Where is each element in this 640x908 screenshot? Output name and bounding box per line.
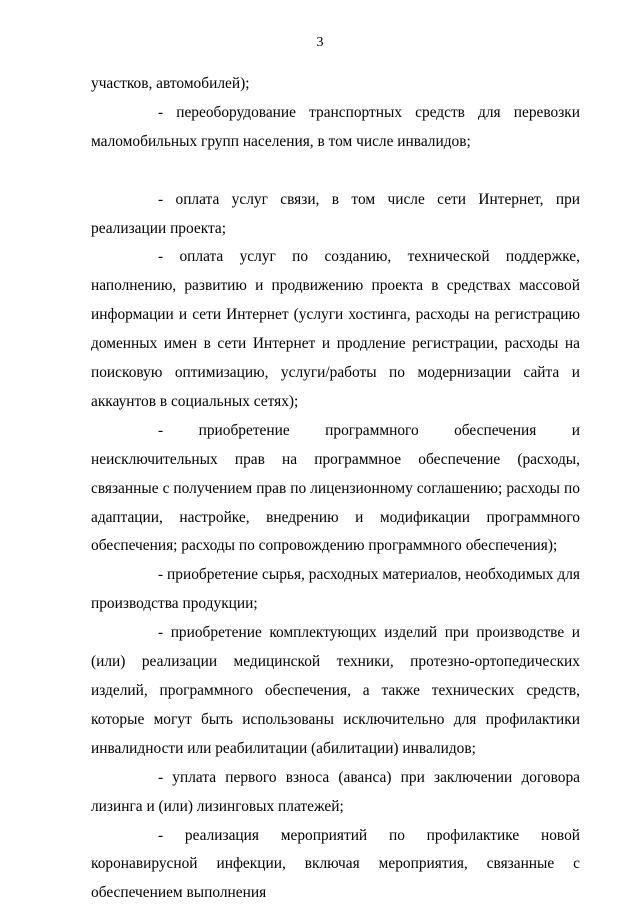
paragraph-coronavirus-prevention: - реализация мероприятий по профилактике новой коронавирусной инфекции, включая мероприятия, связанные с обеспечением выполнения [91,826,580,902]
paragraph-raw-materials: - приобретение сырья, расходных материалов, необходимых для производства продукции; [91,566,580,613]
paragraph-gap [91,157,580,186]
paragraph-leasing-payment: - уплата первого взноса (аванса) при заключении договора лизинга и (или) лизинговых платежей; [91,768,580,815]
paragraph-software-acquisition: - приобретение программного обеспечения и неисключительных прав на программное обеспечение (расходы, связанные с получением прав по лицензионному соглашению; расходы по адаптации, настройке, внедрению и модификации программного обеспечения; расходы по сопровождению программного обеспечения); [91,421,580,555]
paragraph-components: - приобретение комплектующих изделий при производстве и (или) реализации медицинской техники, протезно-ортопедических изделий, программного обеспечения, а также технических средств, которые могут быть использованы исключительно для профилактики инвалидности или реабилитации (абилитации) инвалидов; [91,624,580,757]
paragraph-communication-services: - оплата услуг связи, в том числе сети Интернет, при реализации проекта; [91,190,580,237]
document-body [91,70,580,908]
paragraph-continuation: участков, автомобилей); [91,75,250,92]
page-number: 3 [316,35,324,50]
paragraph-project-promotion: - оплата услуг по созданию, технической поддержке, наполнению, развитию и продвижению проекта в средствах массовой информации и сети Интернет (услуги хостинга, расходы на регистрацию доменных имен в сети Интернет и продление регистрации, расходы на поисковую оптимизацию, услуги/работы по модернизации сайта и аккаунтов в социальных сетях); [91,248,580,410]
paragraph-vehicle-conversion: - переоборудование транспортных средств для перевозки маломобильных групп населения, в том числе инвалидов; [91,103,580,150]
